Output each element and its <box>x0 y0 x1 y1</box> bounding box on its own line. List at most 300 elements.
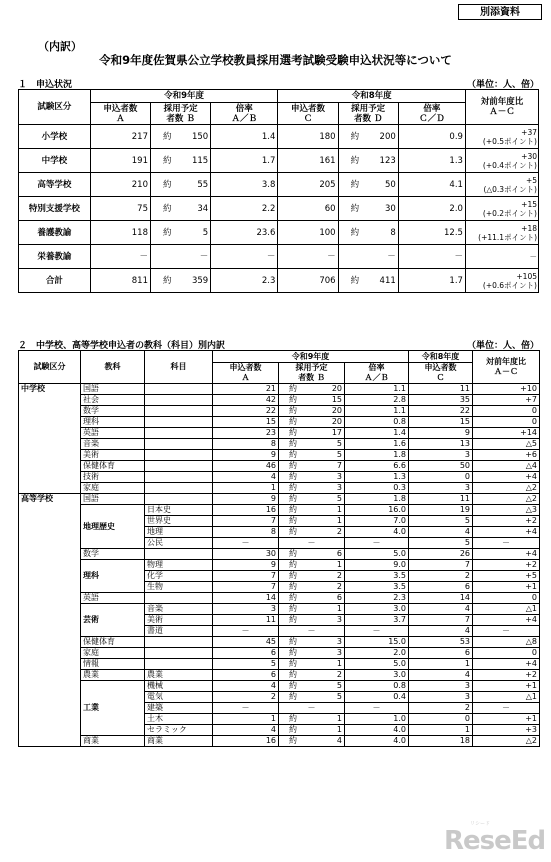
ratio-ab: 1.3 <box>345 472 409 483</box>
point-value: (+0.5ポイント) <box>482 136 537 146</box>
approx-mark: 約 <box>350 179 360 190</box>
table-row <box>19 395 540 406</box>
approx-mark: 約 <box>350 227 360 238</box>
ratio-ab: 3.7 <box>345 615 409 626</box>
ratio-ab: 0.3 <box>345 483 409 494</box>
kamoku-cell <box>145 494 213 505</box>
planned-b-value: － <box>199 251 209 262</box>
kyoka-cell: 音楽 <box>81 439 145 450</box>
kamoku-cell: 機械 <box>145 681 213 692</box>
planned-b <box>279 538 345 549</box>
table-row <box>19 384 540 395</box>
planned-b <box>279 428 345 439</box>
ratio-ab: 1.1 <box>345 406 409 417</box>
planned-b-value: 20 <box>331 384 342 393</box>
applicants-a: 9 <box>213 450 279 461</box>
kyoka-cell: 芸術 <box>81 604 145 637</box>
subject-breakdown-table <box>18 350 540 747</box>
planned-b-value: 2 <box>336 527 342 536</box>
kamoku-cell: 商業 <box>145 736 213 747</box>
planned-d-value: 123 <box>379 155 396 166</box>
kyoka-cell: 英語 <box>81 428 145 439</box>
group-label: 中学校 <box>19 384 81 494</box>
planned-b <box>279 681 345 692</box>
kamoku-cell <box>145 637 213 648</box>
diff-value: +15 <box>521 199 537 209</box>
approx-mark: 約 <box>350 275 360 286</box>
ratio-ab: 0.4 <box>345 692 409 703</box>
applicants-c: 161 <box>278 149 338 173</box>
planned-b-value: 2 <box>336 571 342 580</box>
header-compare: 対前年度比 Ａ－Ｃ <box>473 351 540 384</box>
planned-b-value: 1 <box>336 725 342 734</box>
ratio-ab: 2.2 <box>211 197 278 221</box>
diff-value: +14 <box>473 428 540 439</box>
ratio-ab: 5.0 <box>345 659 409 670</box>
row-label: 合計 <box>19 269 91 293</box>
applicants-a: 4 <box>213 472 279 483</box>
applicants-c: 4 <box>409 527 473 538</box>
approx-mark: 約 <box>289 670 297 679</box>
applicants-c: 60 <box>278 197 338 221</box>
applicants-c: 1 <box>409 725 473 736</box>
diff-value: +6 <box>473 450 540 461</box>
applicants-a: － <box>213 703 279 714</box>
diff-value: +37 <box>521 127 537 137</box>
approx-mark: 約 <box>289 516 297 525</box>
ratio-ab: 2.3 <box>345 593 409 604</box>
diff-value: 0 <box>473 648 540 659</box>
diff-value: +18 <box>521 223 537 233</box>
kamoku-cell <box>145 461 213 472</box>
row-label: 中学校 <box>19 149 91 173</box>
applicants-a: 4 <box>213 725 279 736</box>
table-row <box>19 173 539 197</box>
table-row <box>19 648 540 659</box>
kyoka-cell: 家庭 <box>81 483 145 494</box>
applicants-c: 706 <box>278 269 338 293</box>
kamoku-cell: 世界史 <box>145 516 213 527</box>
kamoku-cell: 生物 <box>145 582 213 593</box>
row-label: 小学校 <box>19 125 91 149</box>
planned-b-value: 5 <box>336 494 342 503</box>
row-label: 栄養教諭 <box>19 245 91 269</box>
planned-b <box>279 406 345 417</box>
approx-mark: 約 <box>289 527 297 536</box>
approx-mark: 約 <box>289 736 297 745</box>
kyoka-cell: 工業 <box>81 681 145 736</box>
compare-cell <box>465 149 538 173</box>
diff-value: +105 <box>516 271 537 281</box>
kamoku-cell: 農業 <box>145 670 213 681</box>
planned-b <box>279 648 345 659</box>
table-row <box>19 125 539 149</box>
applicants-c: 0 <box>409 714 473 725</box>
header-r9: 令和9年度 <box>90 90 278 103</box>
header-kubun: 試験区分 <box>19 351 81 384</box>
ratio-cd: 4.1 <box>398 173 465 197</box>
table-row <box>19 505 540 516</box>
kamoku-cell <box>145 384 213 395</box>
applicants-c: 13 <box>409 439 473 450</box>
approx-mark: 約 <box>163 155 172 166</box>
planned-b-value: 3 <box>336 472 342 481</box>
planned-b <box>279 560 345 571</box>
diff-value: － <box>473 703 540 714</box>
kamoku-cell <box>145 593 213 604</box>
planned-b <box>279 593 345 604</box>
planned-b-value: 20 <box>331 417 342 426</box>
kyoka-cell: 英語 <box>81 593 145 604</box>
page-title: 令和9年度佐賀県公立学校教員採用選考試験受験申込状況等について <box>99 53 452 67</box>
planned-b-value: 17 <box>331 428 342 437</box>
diff-value: +5 <box>473 571 540 582</box>
planned-b-value: 1 <box>336 505 342 514</box>
kamoku-cell <box>145 417 213 428</box>
approx-mark: 約 <box>163 179 172 190</box>
applicants-c: 4 <box>409 626 473 637</box>
applicants-a: 16 <box>213 505 279 516</box>
planned-b <box>279 505 345 516</box>
kamoku-cell: 音楽 <box>145 604 213 615</box>
ratio-ab: 16.0 <box>345 505 409 516</box>
diff-value: － <box>473 538 540 549</box>
kamoku-cell: 書道 <box>145 626 213 637</box>
applicants-a: 217 <box>90 125 150 149</box>
breakdown-label: （内訳） <box>38 40 82 53</box>
applicants-a: 16 <box>213 736 279 747</box>
ratio-ab: 1.0 <box>345 714 409 725</box>
planned-b-value: 1 <box>336 516 342 525</box>
planned-b <box>279 725 345 736</box>
approx-mark: 約 <box>289 549 297 558</box>
kamoku-cell: 電気 <box>145 692 213 703</box>
planned-b-value: 150 <box>191 131 209 142</box>
planned-b <box>279 472 345 483</box>
applicants-c: 1 <box>409 659 473 670</box>
diff-value: △8 <box>473 637 540 648</box>
diff-value: +4 <box>473 527 540 538</box>
approx-mark: 約 <box>289 725 297 734</box>
planned-b <box>279 549 345 560</box>
applicants-c: 5 <box>409 538 473 549</box>
applicants-a: 118 <box>90 221 150 245</box>
kamoku-cell <box>145 450 213 461</box>
kamoku-cell: 地理 <box>145 527 213 538</box>
point-value: (+0.2ポイント) <box>482 208 537 218</box>
table-row <box>19 428 540 439</box>
approx-mark: 約 <box>289 395 297 404</box>
compare-cell <box>465 173 538 197</box>
header-r9: 令和9年度 <box>213 351 409 363</box>
ratio-ab: 3.8 <box>211 173 278 197</box>
applicants-c: 0 <box>409 472 473 483</box>
planned-b <box>151 197 211 221</box>
compare-cell <box>465 269 538 293</box>
table-row <box>19 637 540 648</box>
ratio-ab: 3.5 <box>345 582 409 593</box>
planned-d <box>338 197 398 221</box>
applicants-c: 14 <box>409 593 473 604</box>
diff-value: － <box>529 252 537 261</box>
planned-b <box>279 626 345 637</box>
diff-value: +1 <box>473 714 540 725</box>
planned-b <box>151 149 211 173</box>
planned-b-value: 5 <box>336 450 342 459</box>
kyoka-cell: 技術 <box>81 472 145 483</box>
diff-value: +4 <box>473 615 540 626</box>
planned-b <box>279 637 345 648</box>
applicants-a: 42 <box>213 395 279 406</box>
kyoka-cell: 美術 <box>81 450 145 461</box>
planned-b <box>279 483 345 494</box>
applicants-a: 811 <box>90 269 150 293</box>
kyoka-cell: 国語 <box>81 494 145 505</box>
diff-value: △5 <box>473 439 540 450</box>
ratio-ab: 1.8 <box>345 450 409 461</box>
ratio-ab: 3.0 <box>345 604 409 615</box>
approx-mark: 約 <box>289 505 297 514</box>
applicants-a: 9 <box>213 560 279 571</box>
approx-mark: 約 <box>289 384 297 393</box>
planned-b-value: 2 <box>336 582 342 591</box>
ratio-ab: 1.7 <box>211 149 278 173</box>
ratio-ab: 7.0 <box>345 516 409 527</box>
kamoku-cell <box>145 549 213 560</box>
point-value: (+0.6ポイント) <box>482 280 537 290</box>
kamoku-cell <box>145 439 213 450</box>
planned-b-value: 3 <box>336 648 342 657</box>
diff-value: +2 <box>473 516 540 527</box>
planned-b-value: 1 <box>336 659 342 668</box>
point-value: (+11.1ポイント) <box>478 232 537 242</box>
table-row <box>19 245 539 269</box>
ratio-ab: 3.0 <box>345 670 409 681</box>
approx-mark: 約 <box>163 275 172 286</box>
ratio-ab: 9.0 <box>345 560 409 571</box>
planned-d-value: 200 <box>379 131 396 142</box>
applicants-c: 18 <box>409 736 473 747</box>
kamoku-cell: 日本史 <box>145 505 213 516</box>
kamoku-cell <box>145 472 213 483</box>
attachment-tag: 別添資料 <box>458 4 542 20</box>
applicants-a: 22 <box>213 406 279 417</box>
planned-b <box>151 245 211 269</box>
diff-value: 0 <box>473 593 540 604</box>
diff-value: △2 <box>473 736 540 747</box>
planned-b <box>279 571 345 582</box>
planned-b-value: 55 <box>197 179 209 190</box>
diff-value: +1 <box>473 681 540 692</box>
kyoka-cell: 国語 <box>81 384 145 395</box>
ratio-ab: 1.4 <box>211 125 278 149</box>
planned-b-value: 15 <box>331 395 342 404</box>
approx-mark: 約 <box>289 593 297 602</box>
applicants-c: 100 <box>278 221 338 245</box>
applicants-a: 4 <box>213 681 279 692</box>
diff-value: +5 <box>525 175 537 185</box>
kyoka-cell: 保健体育 <box>81 461 145 472</box>
table-row <box>19 593 540 604</box>
kamoku-cell <box>145 406 213 417</box>
approx-mark: 約 <box>289 560 297 569</box>
applicants-a: － <box>90 245 150 269</box>
planned-b-value: 3 <box>336 483 342 492</box>
applicants-a: － <box>213 538 279 549</box>
applicants-c: 7 <box>409 615 473 626</box>
ratio-ab: 1.6 <box>345 439 409 450</box>
applicants-c: 4 <box>409 604 473 615</box>
applicants-c: 6 <box>409 582 473 593</box>
header-d: 採用予定 者数 Ｄ <box>338 103 398 125</box>
kyoka-cell: 理科 <box>81 560 145 593</box>
applicants-c: 3 <box>409 692 473 703</box>
planned-d <box>338 173 398 197</box>
table-row <box>19 269 539 293</box>
approx-mark: 約 <box>289 450 297 459</box>
table-row <box>19 483 540 494</box>
applicants-c: 53 <box>409 637 473 648</box>
approx-mark: 約 <box>289 648 297 657</box>
kamoku-cell: セラミック <box>145 725 213 736</box>
header-b: 採用予定 者数 Ｂ <box>151 103 211 125</box>
applicants-a: 191 <box>90 149 150 173</box>
table-row <box>19 461 540 472</box>
applicants-a: 11 <box>213 615 279 626</box>
diff-value: +7 <box>473 395 540 406</box>
planned-b-value: － <box>307 538 316 547</box>
planned-b <box>279 439 345 450</box>
diff-value: +10 <box>473 384 540 395</box>
ratio-cd: 2.0 <box>398 197 465 221</box>
row-label: 特別支援学校 <box>19 197 91 221</box>
kamoku-cell <box>145 428 213 439</box>
ratio-cd: 0.9 <box>398 125 465 149</box>
table-row <box>19 417 540 428</box>
approx-mark: 約 <box>350 203 360 214</box>
diff-value: +4 <box>473 472 540 483</box>
approx-mark: 約 <box>289 637 297 646</box>
planned-b <box>151 125 211 149</box>
kamoku-cell: 物理 <box>145 560 213 571</box>
kamoku-cell <box>145 648 213 659</box>
approx-mark: 約 <box>289 714 297 723</box>
kyoka-cell: 地理歴史 <box>81 505 145 549</box>
ratio-ab: 1.8 <box>345 494 409 505</box>
header-a: 申込者数 Ａ <box>90 103 150 125</box>
kyoka-cell: 情報 <box>81 659 145 670</box>
table-row <box>19 670 540 681</box>
kyoka-cell: 社会 <box>81 395 145 406</box>
applicants-c: 180 <box>278 125 338 149</box>
planned-b <box>279 527 345 538</box>
planned-d-value: 50 <box>384 179 396 190</box>
planned-b <box>151 269 211 293</box>
table-row <box>19 659 540 670</box>
kamoku-cell <box>145 483 213 494</box>
planned-b-value: 359 <box>191 275 209 286</box>
diff-value: △1 <box>473 604 540 615</box>
planned-b-value: 5 <box>336 439 342 448</box>
approx-mark: 約 <box>289 461 297 470</box>
diff-value: △3 <box>473 505 540 516</box>
row-label: 養護教諭 <box>19 221 91 245</box>
applicants-a: 8 <box>213 527 279 538</box>
compare-cell <box>465 125 538 149</box>
applicants-a: 1 <box>213 714 279 725</box>
diff-value: +2 <box>473 560 540 571</box>
ratio-ab: － <box>345 626 409 637</box>
ratio-ab: － <box>211 245 278 269</box>
diff-value: +2 <box>473 670 540 681</box>
applicants-a: 7 <box>213 516 279 527</box>
diff-value: +4 <box>473 659 540 670</box>
header-ab: 倍率 Ａ／Ｂ <box>211 103 278 125</box>
applicants-a: 45 <box>213 637 279 648</box>
ratio-ab: 4.0 <box>345 736 409 747</box>
applicants-c: － <box>278 245 338 269</box>
table-row <box>19 149 539 173</box>
applicants-a: 21 <box>213 384 279 395</box>
planned-b-value: 20 <box>331 406 342 415</box>
applicants-c: 11 <box>409 384 473 395</box>
applicants-c: 15 <box>409 417 473 428</box>
planned-b <box>279 703 345 714</box>
planned-d-value: － <box>387 251 396 262</box>
applicants-a: 5 <box>213 659 279 670</box>
planned-b <box>279 615 345 626</box>
ratio-cd: 12.5 <box>398 221 465 245</box>
ratio-ab: 1.4 <box>345 428 409 439</box>
ratio-ab: 15.0 <box>345 637 409 648</box>
kyoka-cell: 家庭 <box>81 648 145 659</box>
diff-value: +30 <box>521 151 537 161</box>
table-row <box>19 560 540 571</box>
header-kyoka: 教科 <box>81 351 145 384</box>
ratio-ab: 0.8 <box>345 417 409 428</box>
planned-d <box>338 125 398 149</box>
applicants-a: 23 <box>213 428 279 439</box>
diff-value: +3 <box>473 725 540 736</box>
applicants-a: 30 <box>213 549 279 560</box>
applicants-c: 2 <box>409 571 473 582</box>
table-row <box>19 604 540 615</box>
compare-cell <box>465 245 538 269</box>
ratio-ab: 2.0 <box>345 648 409 659</box>
approx-mark: 約 <box>289 472 297 481</box>
applicants-c: 3 <box>409 450 473 461</box>
kamoku-cell: 美術 <box>145 615 213 626</box>
applicants-a: 210 <box>90 173 150 197</box>
kyoka-cell: 農業 <box>81 670 145 681</box>
planned-b <box>279 670 345 681</box>
diff-value: △4 <box>473 461 540 472</box>
header-c: 申込者数 Ｃ <box>409 363 473 384</box>
applicants-c: 22 <box>409 406 473 417</box>
applicants-c: 11 <box>409 494 473 505</box>
approx-mark: 約 <box>289 483 297 492</box>
header-cd: 倍率 Ｃ／Ｄ <box>398 103 465 125</box>
approx-mark: 約 <box>163 131 172 142</box>
planned-b <box>279 450 345 461</box>
group-label: 高等学校 <box>19 494 81 747</box>
kyoka-cell: 保健体育 <box>81 637 145 648</box>
planned-d <box>338 149 398 173</box>
kyoka-cell: 商業 <box>81 736 145 747</box>
ratio-cd: 1.7 <box>398 269 465 293</box>
planned-b-value: 5 <box>336 681 342 690</box>
ratio-ab: 2.8 <box>345 395 409 406</box>
